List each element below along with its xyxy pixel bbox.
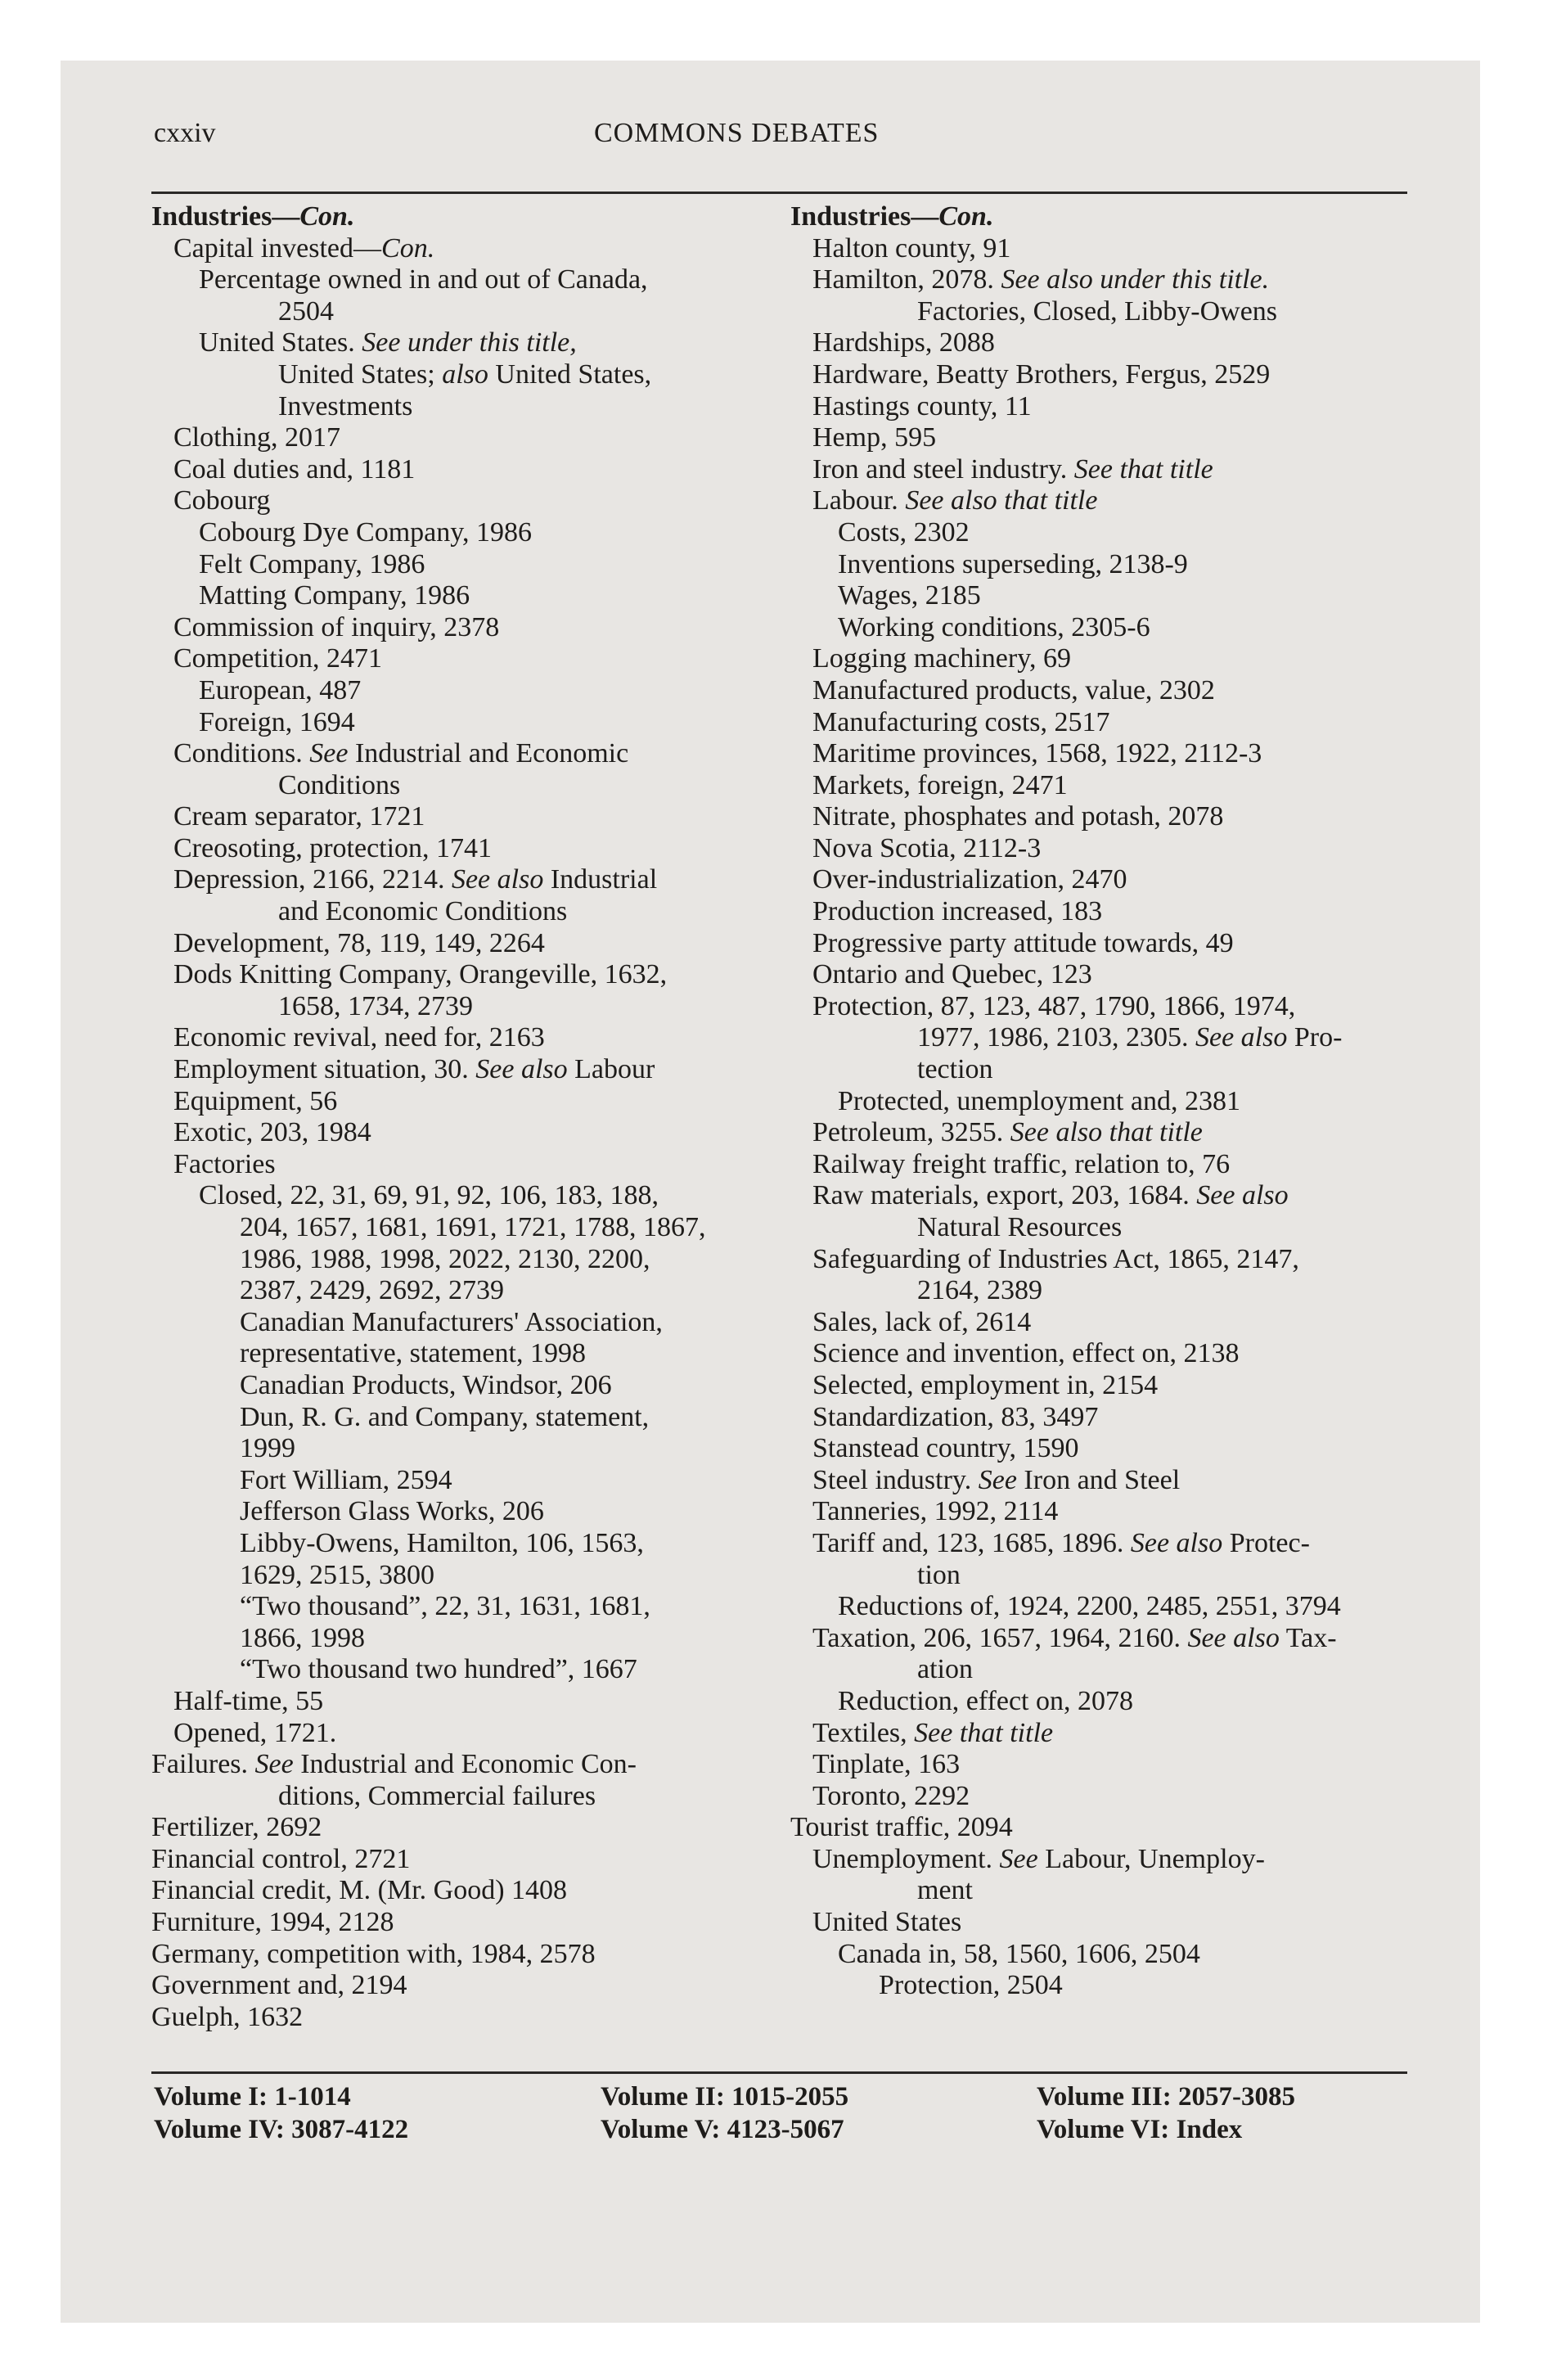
entry-text: Industries— bbox=[790, 201, 939, 232]
index-entry-line bbox=[790, 833, 1412, 865]
entry-text: Tinplate, 163 bbox=[812, 1749, 961, 1780]
index-entry-line bbox=[790, 1212, 1412, 1244]
entry-text: Industrial and Economic Con- bbox=[293, 1749, 637, 1780]
entry-text: ation bbox=[917, 1654, 973, 1685]
entry-text: 1999 bbox=[240, 1433, 295, 1464]
entry-text: Factories, Closed, Libby-Owens bbox=[917, 295, 1278, 327]
right-index-column bbox=[790, 201, 1412, 2002]
entry-text: Dun, R. G. and Company, statement, bbox=[240, 1401, 650, 1432]
index-entry-line bbox=[151, 1149, 781, 1181]
entry-text: Commission of inquiry, 2378 bbox=[173, 611, 500, 642]
entry-text: Working conditions, 2305-6 bbox=[838, 611, 1150, 642]
index-entry-line bbox=[151, 264, 781, 296]
index-entry-line bbox=[790, 1623, 1412, 1655]
index-entry-line bbox=[790, 580, 1412, 612]
index-entry-line bbox=[790, 1496, 1412, 1528]
index-entry-line bbox=[151, 1054, 781, 1086]
entry-text: Conditions bbox=[278, 769, 401, 800]
footer-volumes-col2 bbox=[601, 2080, 848, 2146]
entry-text: Costs, 2302 bbox=[838, 516, 970, 548]
entry-text: Factories bbox=[173, 1148, 276, 1179]
entry-text: Iron and Steel bbox=[1016, 1464, 1181, 1495]
entry-text: Canadian Products, Windsor, 206 bbox=[240, 1369, 612, 1400]
entry-text: Stanstead country, 1590 bbox=[812, 1433, 1079, 1464]
entry-text: Railway freight traffic, relation to, 76 bbox=[812, 1148, 1231, 1179]
index-entry-line bbox=[790, 1749, 1412, 1781]
entry-text: Hardships, 2088 bbox=[812, 327, 995, 358]
volume-range: Volume III: 2057-3085 bbox=[1037, 2082, 1295, 2112]
index-entry-line bbox=[790, 296, 1412, 328]
entry-text: Germany, competition with, 1984, 2578 bbox=[151, 1938, 596, 1969]
entry-text: tection bbox=[917, 1054, 993, 1085]
index-entry-line bbox=[790, 738, 1412, 770]
index-entry-line bbox=[790, 770, 1412, 802]
entry-text: Foreign, 1694 bbox=[199, 706, 355, 737]
index-entry-line bbox=[151, 833, 781, 865]
volume-range: Volume IV: 3087-4122 bbox=[154, 2115, 409, 2144]
index-entry-line bbox=[790, 1875, 1412, 1907]
entry-text: United States, bbox=[488, 358, 652, 390]
index-entry-line bbox=[151, 896, 781, 928]
entry-text: 1986, 1988, 1998, 2022, 2130, 2200, bbox=[240, 1243, 650, 1274]
index-entry-line bbox=[790, 454, 1412, 486]
entry-text: Logging machinery, 69 bbox=[812, 643, 1071, 674]
italic-reference-text: See also under this title. bbox=[1001, 264, 1270, 295]
entry-text: Labour, Unemploy- bbox=[1037, 1843, 1265, 1874]
entry-text: Hardware, Beatty Brothers, Fergus, 2529 bbox=[812, 358, 1271, 390]
entry-text: and Economic Conditions bbox=[278, 896, 568, 927]
italic-reference-text: See also bbox=[475, 1054, 568, 1085]
index-entry-line bbox=[790, 1117, 1412, 1149]
index-entry-line bbox=[151, 1686, 781, 1718]
volume-range: Volume VI: Index bbox=[1037, 2115, 1243, 2144]
italic-reference-text: Con. bbox=[938, 201, 994, 232]
entry-text: Libby-Owens, Hamilton, 106, 1563, bbox=[240, 1527, 644, 1558]
index-entry-line bbox=[151, 1939, 781, 1971]
index-entry-line bbox=[790, 1686, 1412, 1718]
index-entry-line bbox=[151, 643, 781, 675]
entry-text: Standardization, 83, 3497 bbox=[812, 1401, 1099, 1432]
entry-text: Natural Resources bbox=[917, 1212, 1123, 1242]
italic-reference-text: See also that title bbox=[905, 485, 1098, 516]
footer-rule bbox=[151, 2071, 1407, 2074]
entry-text: Canada in, 58, 1560, 1606, 2504 bbox=[838, 1938, 1200, 1969]
index-entry-line bbox=[790, 1180, 1412, 1212]
index-entry-line bbox=[790, 264, 1412, 296]
index-entry-line bbox=[151, 1875, 781, 1907]
entry-text: Guelph, 1632 bbox=[151, 2001, 304, 2032]
index-entry-line bbox=[790, 517, 1412, 549]
entry-text: Petroleum, 3255. bbox=[812, 1117, 1010, 1148]
entry-text: Equipment, 56 bbox=[173, 1085, 338, 1116]
index-entry-line bbox=[151, 1117, 781, 1149]
index-entry-line bbox=[790, 391, 1412, 423]
entry-text: “Two thousand two hundred”, 1667 bbox=[240, 1654, 637, 1685]
entry-text: ment bbox=[917, 1875, 973, 1906]
entry-text: United States. bbox=[199, 327, 362, 358]
italic-reference-text: See that title bbox=[1073, 453, 1213, 485]
italic-reference-text: See that title bbox=[914, 1717, 1054, 1748]
index-entry-line bbox=[790, 1370, 1412, 1402]
entry-text: Unemployment. bbox=[812, 1843, 1000, 1874]
index-entry-line bbox=[151, 1907, 781, 1939]
index-entry-line bbox=[790, 201, 1412, 233]
entry-text: Protected, unemployment and, 2381 bbox=[838, 1085, 1240, 1116]
index-entry-line bbox=[151, 801, 781, 833]
entry-text: Wages, 2185 bbox=[838, 580, 981, 611]
entry-text: Progressive party attitude towards, 49 bbox=[812, 927, 1234, 958]
index-entry-line bbox=[790, 1054, 1412, 1086]
entry-text: Tourist traffic, 2094 bbox=[790, 1812, 1013, 1843]
entry-text: Matting Company, 1986 bbox=[199, 580, 470, 611]
index-entry-line bbox=[151, 1402, 781, 1434]
italic-reference-text: See bbox=[254, 1749, 294, 1780]
index-entry-line bbox=[790, 233, 1412, 265]
entry-text: Reduction, effect on, 2078 bbox=[838, 1685, 1134, 1716]
running-title: COMMONS DEBATES bbox=[594, 118, 880, 148]
index-entry-line bbox=[151, 612, 781, 644]
italic-reference-text: See also bbox=[1130, 1527, 1223, 1558]
entry-text: United States; bbox=[278, 358, 443, 390]
entry-text: Capital invested— bbox=[173, 232, 382, 264]
index-entry-line bbox=[151, 770, 781, 802]
volume-range: Volume II: 1015-2055 bbox=[601, 2082, 849, 2112]
entry-text: Industries— bbox=[151, 201, 300, 232]
entry-text: Felt Company, 1986 bbox=[199, 548, 425, 579]
entry-text: Depression, 2166, 2214. bbox=[173, 864, 452, 895]
index-entry-line bbox=[790, 1307, 1412, 1339]
index-entry-line bbox=[790, 1433, 1412, 1465]
italic-reference-text: See also bbox=[1187, 1622, 1280, 1653]
index-entry-line bbox=[151, 1433, 781, 1465]
index-entry-line bbox=[151, 1749, 781, 1781]
entry-text: Manufactured products, value, 2302 bbox=[812, 674, 1215, 705]
index-entry-line bbox=[790, 1718, 1412, 1750]
entry-text: Industrial bbox=[543, 864, 658, 895]
index-entry-line bbox=[790, 643, 1412, 675]
index-entry-line bbox=[151, 1528, 781, 1560]
entry-text: Financial credit, M. (Mr. Good) 1408 bbox=[151, 1875, 568, 1906]
entry-text: Raw materials, export, 203, 1684. bbox=[812, 1180, 1197, 1211]
italic-reference-text: See bbox=[999, 1843, 1038, 1874]
italic-reference-text: See also bbox=[451, 864, 544, 895]
entry-text: Production increased, 183 bbox=[812, 896, 1103, 927]
index-entry-line bbox=[151, 233, 781, 265]
index-entry-line bbox=[151, 928, 781, 960]
entry-text: Fertilizer, 2692 bbox=[151, 1812, 322, 1843]
italic-reference-text: See also bbox=[1195, 1022, 1288, 1053]
entry-text: Half-time, 55 bbox=[173, 1685, 324, 1716]
entry-text: Nova Scotia, 2112-3 bbox=[812, 832, 1042, 863]
index-entry-line bbox=[151, 1338, 781, 1370]
entry-text: Science and invention, effect on, 2138 bbox=[812, 1338, 1240, 1369]
index-entry-line bbox=[790, 1781, 1412, 1813]
index-entry-line bbox=[790, 1402, 1412, 1434]
entry-text: Coal duties and, 1181 bbox=[173, 453, 416, 485]
entry-text: Iron and steel industry. bbox=[812, 453, 1074, 485]
index-entry-line bbox=[151, 359, 781, 391]
index-entry-line bbox=[151, 991, 781, 1023]
entry-text: 1977, 1986, 2103, 2305. bbox=[917, 1022, 1195, 1053]
index-entry-line bbox=[151, 738, 781, 770]
index-entry-line bbox=[151, 1812, 781, 1844]
entry-text: Percentage owned in and out of Canada, bbox=[199, 264, 648, 295]
index-entry-line bbox=[790, 1022, 1412, 1054]
index-entry-line bbox=[790, 1338, 1412, 1370]
index-entry-line bbox=[790, 1086, 1412, 1118]
entry-text: Jefferson Glass Works, 206 bbox=[240, 1496, 544, 1527]
entry-text: Cream separator, 1721 bbox=[173, 801, 425, 832]
entry-text: Over-industrialization, 2470 bbox=[812, 864, 1127, 895]
entry-text: Exotic, 203, 1984 bbox=[173, 1117, 371, 1148]
entry-text: 1658, 1734, 2739 bbox=[278, 990, 473, 1021]
entry-text: Safeguarding of Industries Act, 1865, 2147, bbox=[812, 1243, 1299, 1274]
entry-text: Hastings county, 11 bbox=[812, 390, 1032, 421]
index-entry-line bbox=[151, 959, 781, 991]
index-entry-line bbox=[151, 454, 781, 486]
entry-text: Inventions superseding, 2138-9 bbox=[838, 548, 1188, 579]
index-entry-line bbox=[151, 1970, 781, 2002]
index-entry-line bbox=[151, 1022, 781, 1054]
index-entry-line bbox=[151, 1560, 781, 1592]
volume-range: Volume V: 4123-5067 bbox=[601, 2115, 844, 2144]
index-entry-line bbox=[151, 1844, 781, 1876]
index-entry-line bbox=[151, 1275, 781, 1307]
index-entry-line bbox=[790, 1654, 1412, 1686]
entry-text: Halton county, 91 bbox=[812, 232, 1011, 264]
entry-text: “Two thousand”, 22, 31, 1631, 1681, bbox=[240, 1591, 650, 1622]
entry-text: United States bbox=[812, 1907, 962, 1938]
entry-text: 204, 1657, 1681, 1691, 1721, 1788, 1867, bbox=[240, 1212, 706, 1242]
entry-text: Protection, 2504 bbox=[879, 1970, 1063, 2001]
index-entry-line bbox=[151, 1370, 781, 1402]
volume-range: Volume I: 1-1014 bbox=[154, 2082, 351, 2112]
index-entry-line bbox=[790, 327, 1412, 359]
italic-reference-text: See bbox=[978, 1464, 1017, 1495]
entry-text: Clothing, 2017 bbox=[173, 422, 341, 453]
entry-text: Taxation, 206, 1657, 1964, 2160. bbox=[812, 1622, 1188, 1653]
entry-text: Reductions of, 1924, 2200, 2485, 2551, 3794 bbox=[838, 1591, 1341, 1622]
entry-text: 1629, 2515, 3800 bbox=[240, 1559, 434, 1590]
index-entry-line bbox=[790, 1244, 1412, 1276]
entry-text: Steel industry. bbox=[812, 1464, 979, 1495]
entry-text: 2387, 2429, 2692, 2739 bbox=[240, 1275, 504, 1306]
index-entry-line bbox=[151, 1307, 781, 1339]
index-entry-line bbox=[151, 1718, 781, 1750]
entry-text: Canadian Manufacturers' Association, bbox=[240, 1306, 663, 1337]
index-entry-line bbox=[151, 1623, 781, 1655]
index-entry-line bbox=[790, 991, 1412, 1023]
entry-text: Competition, 2471 bbox=[173, 643, 382, 674]
index-entry-line bbox=[151, 549, 781, 581]
index-entry-line bbox=[790, 422, 1412, 454]
entry-text: Creosoting, protection, 1741 bbox=[173, 832, 493, 863]
entry-text: Selected, employment in, 2154 bbox=[812, 1369, 1159, 1400]
footer-volumes-col1 bbox=[154, 2080, 408, 2146]
entry-text: Investments bbox=[278, 390, 413, 421]
entry-text: Maritime provinces, 1568, 1922, 2112-3 bbox=[812, 738, 1262, 769]
index-entry-line bbox=[151, 1212, 781, 1244]
index-entry-line bbox=[151, 1496, 781, 1528]
index-entry-line bbox=[151, 1654, 781, 1686]
entry-text: ditions, Commercial failures bbox=[278, 1780, 596, 1811]
index-entry-line bbox=[151, 422, 781, 454]
index-entry-line bbox=[790, 896, 1412, 928]
index-entry-line bbox=[151, 580, 781, 612]
entry-text: Fort William, 2594 bbox=[240, 1464, 452, 1495]
entry-text: Toronto, 2292 bbox=[812, 1780, 970, 1811]
index-entry-line bbox=[790, 1812, 1412, 1844]
index-entry-line bbox=[790, 359, 1412, 391]
entry-text: Ontario and Quebec, 123 bbox=[812, 959, 1092, 990]
index-entry-line bbox=[151, 327, 781, 359]
italic-reference-text: Con. bbox=[381, 232, 435, 264]
index-entry-line bbox=[790, 675, 1412, 707]
entry-text: Hamilton, 2078. bbox=[812, 264, 1001, 295]
index-entry-line bbox=[790, 1970, 1412, 2002]
index-entry-line bbox=[790, 1591, 1412, 1623]
italic-reference-text: See also bbox=[1196, 1180, 1289, 1211]
italic-reference-text: See under this title, bbox=[362, 327, 577, 358]
italic-reference-text: See also that title bbox=[1010, 1117, 1203, 1148]
index-entry-line bbox=[790, 928, 1412, 960]
entry-text: Conditions. bbox=[173, 738, 310, 769]
entry-text: Employment situation, 30. bbox=[173, 1054, 476, 1085]
entry-text: 2504 bbox=[278, 295, 334, 327]
entry-text: Labour. bbox=[812, 485, 906, 516]
index-entry-line bbox=[790, 549, 1412, 581]
entry-text: Hemp, 595 bbox=[812, 422, 937, 453]
entry-text: Pro- bbox=[1287, 1022, 1343, 1053]
header-rule bbox=[151, 192, 1407, 194]
page-number: cxxiv bbox=[154, 118, 216, 148]
entry-text: Financial control, 2721 bbox=[151, 1843, 411, 1874]
entry-text: Manufacturing costs, 2517 bbox=[812, 706, 1110, 737]
index-entry-line bbox=[151, 1465, 781, 1497]
entry-text: Failures. bbox=[151, 1749, 255, 1780]
entry-text: Markets, foreign, 2471 bbox=[812, 769, 1068, 800]
entry-text: Textiles, bbox=[812, 1717, 915, 1748]
footer-volumes-col3 bbox=[1037, 2080, 1295, 2146]
index-entry-line bbox=[790, 612, 1412, 644]
index-entry-line bbox=[151, 675, 781, 707]
entry-text: Furniture, 1994, 2128 bbox=[151, 1907, 394, 1938]
index-entry-line bbox=[790, 1939, 1412, 1971]
entry-text: Closed, 22, 31, 69, 91, 92, 106, 183, 188, bbox=[199, 1180, 659, 1211]
left-index-column bbox=[151, 201, 781, 2033]
entry-text: representative, statement, 1998 bbox=[240, 1338, 586, 1369]
italic-reference-text: See bbox=[309, 738, 349, 769]
entry-text: Tariff and, 123, 1685, 1896. bbox=[812, 1527, 1131, 1558]
entry-text: Protection, 87, 123, 487, 1790, 1866, 1974, bbox=[812, 990, 1296, 1021]
index-entry-line bbox=[151, 1086, 781, 1118]
entry-text: European, 487 bbox=[199, 674, 362, 705]
index-entry-line bbox=[151, 391, 781, 423]
index-entry-line bbox=[790, 959, 1412, 991]
entry-text: Tanneries, 1992, 2114 bbox=[812, 1496, 1059, 1527]
index-entry-line bbox=[790, 1275, 1412, 1307]
index-entry-line bbox=[151, 1180, 781, 1212]
index-entry-line bbox=[790, 1528, 1412, 1560]
entry-text: Dods Knitting Company, Orangeville, 1632, bbox=[173, 959, 668, 990]
index-entry-line bbox=[790, 864, 1412, 896]
index-entry-line bbox=[790, 707, 1412, 739]
italic-reference-text: also bbox=[442, 358, 488, 390]
index-entry-line bbox=[790, 485, 1412, 517]
entry-text: Economic revival, need for, 2163 bbox=[173, 1022, 545, 1053]
index-entry-line bbox=[151, 296, 781, 328]
entry-text: Government and, 2194 bbox=[151, 1970, 407, 2001]
entry-text: Tax- bbox=[1279, 1622, 1337, 1653]
index-entry-line bbox=[151, 1244, 781, 1276]
entry-text: tion bbox=[917, 1559, 961, 1590]
index-entry-line bbox=[790, 1560, 1412, 1592]
entry-text: 1866, 1998 bbox=[240, 1622, 365, 1653]
index-entry-line bbox=[151, 485, 781, 517]
index-entry-line bbox=[151, 1591, 781, 1623]
entry-text: Cobourg bbox=[173, 485, 271, 516]
index-entry-line bbox=[151, 517, 781, 549]
index-entry-line bbox=[151, 2002, 781, 2034]
entry-text: Industrial and Economic bbox=[348, 738, 629, 769]
italic-reference-text: Con. bbox=[299, 201, 355, 232]
entry-text: 2164, 2389 bbox=[917, 1275, 1042, 1306]
entry-text: Opened, 1721. bbox=[173, 1717, 337, 1748]
entry-text: Sales, lack of, 2614 bbox=[812, 1306, 1032, 1337]
index-entry-line bbox=[151, 707, 781, 739]
entry-text: Protec- bbox=[1222, 1527, 1310, 1558]
entry-text: Nitrate, phosphates and potash, 2078 bbox=[812, 801, 1224, 832]
index-entry-line bbox=[790, 1907, 1412, 1939]
index-entry-line bbox=[790, 1844, 1412, 1876]
entry-text: Labour bbox=[567, 1054, 655, 1085]
index-entry-line bbox=[151, 201, 781, 233]
index-entry-line bbox=[790, 1465, 1412, 1497]
index-entry-line bbox=[790, 801, 1412, 833]
index-entry-line bbox=[151, 1781, 781, 1813]
index-entry-line bbox=[790, 1149, 1412, 1181]
entry-text: Development, 78, 119, 149, 2264 bbox=[173, 927, 545, 958]
index-entry-line bbox=[151, 864, 781, 896]
entry-text: Cobourg Dye Company, 1986 bbox=[199, 516, 533, 548]
